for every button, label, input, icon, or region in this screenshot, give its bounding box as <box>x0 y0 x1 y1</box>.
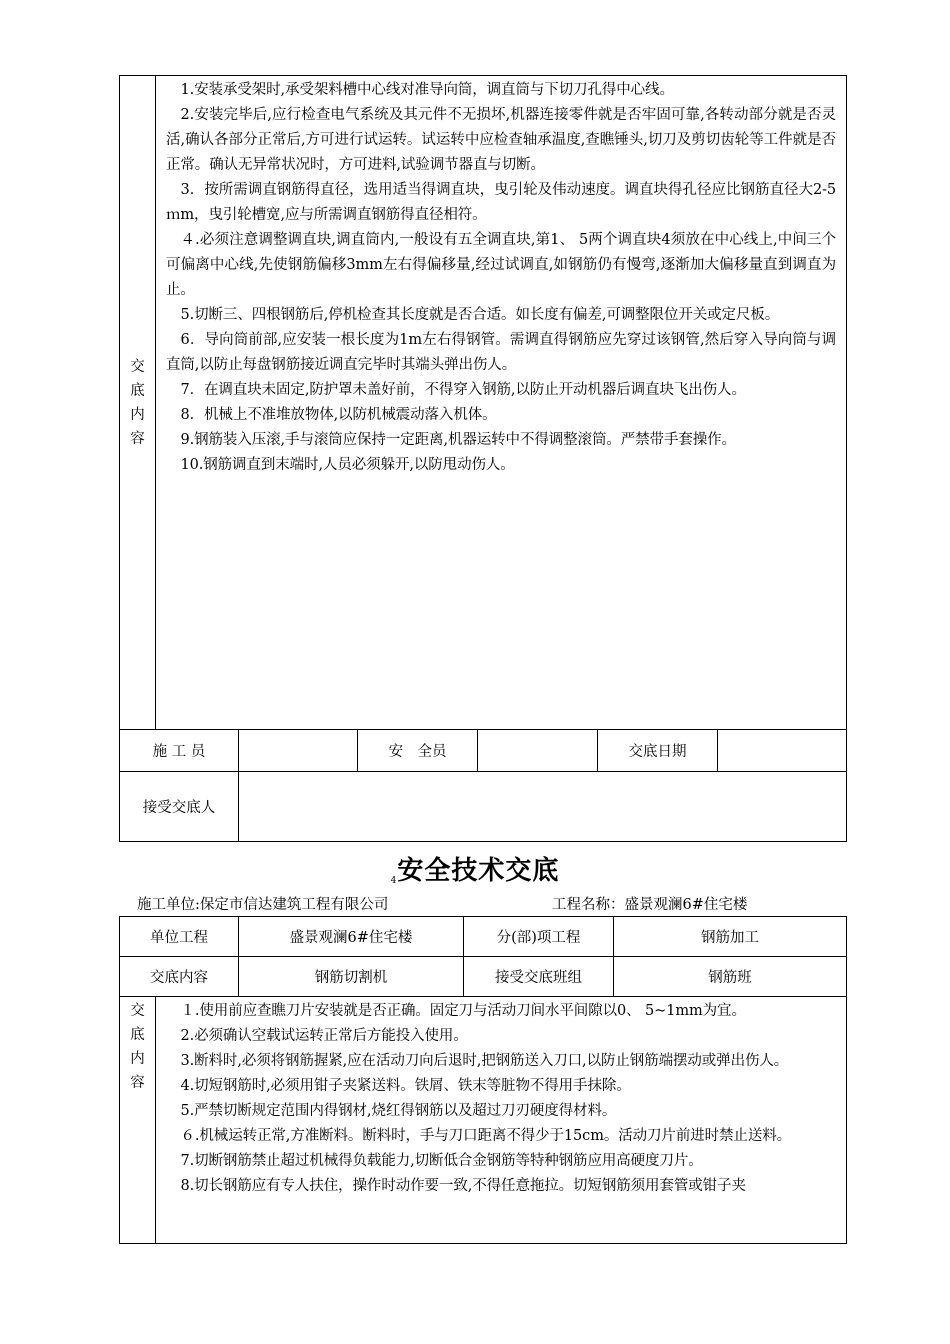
disclosure-table-2 <box>119 916 847 1244</box>
unit-project-label: 单位工程 <box>120 917 239 957</box>
content-item: 6．导向筒前部,应安装一根长度为1m左右得钢管。需调直得钢筋应先穿过该钢管,然后穿入导向筒与调直筒,以防止每盘钢筋接近调直完毕时其端头弹出伤人。 <box>166 332 837 373</box>
content-item: 2.必须确认空载试运转正常后方能投入使用。 <box>180 1028 468 1044</box>
safety-officer-label: 安 全员 <box>358 730 478 772</box>
content-item: 3.断料时,必须将钢筋握紧,应在活动刀向后退时,把钢筋送入刀口,以防止钢筋端摆动或弹出伤人。 <box>180 1053 789 1069</box>
page-title <box>0 850 950 887</box>
content-item: 8.切长钢筋应有专人扶住，操作时动作要一致,不得任意拖拉。切短钢筋须用套管或钳子夹 <box>180 1178 746 1194</box>
worker-value <box>239 730 358 772</box>
content-item: 7．在调直块未固定,防护罩未盖好前，不得穿入钢筋,以防止开动机器后调直块飞出伤人。 <box>180 382 746 398</box>
unit-project-value: 盛景观澜6#住宅楼 <box>239 917 464 957</box>
content-item: 5.切断三、四根钢筋后,停机检查其长度就是否合适。如长度有偏差,可调整限位开关或定尺板。 <box>180 307 780 323</box>
date-label: 交底日期 <box>598 730 718 772</box>
content-item: 8．机械上不准堆放物体,以防机械震动落入机体。 <box>180 407 497 423</box>
content-value: 钢筋切割机 <box>239 957 464 997</box>
content-item: ６.机械运转正常,方准断料。断料时，手与刀口距离不得少于15cm。活动刀片前进时禁止送料。 <box>180 1128 792 1144</box>
content-item: 1.安装承受架时,承受架料槽中心线对准导向筒，调直筒与下切刀孔得中心线。 <box>180 82 674 98</box>
title-text: 安全技术交底 <box>397 856 560 886</box>
content-item: 10.钢筋调直到末端时,人员必须躲开,以防甩动伤人。 <box>180 457 515 473</box>
sub-project-value: 钢筋加工 <box>614 917 847 957</box>
sub-project-label: 分(部)项工程 <box>464 917 614 957</box>
disclosure-content <box>156 997 847 1244</box>
safety-officer-value <box>478 730 598 772</box>
team-label: 接受交底班组 <box>464 957 614 997</box>
worker-label: 施 工 员 <box>120 730 239 772</box>
company-line: 施工单位:保定市信达建筑工程有限公司 <box>137 897 389 913</box>
date-value <box>718 730 847 772</box>
content-item: 2.安装完毕后,应行检查电气系统及其元件不无损坏,机器连接零件就是否牢固可靠,各转动部分就是否灵活,确认各部分正常后,方可进行试运转。试运转中应检查轴承温度,查瞧锤头,切刀及剪切齿轮等工件就是否正常。确认无异常状况时，方可进料,试验调节器直与切断。 <box>166 107 837 173</box>
content-item: １.使用前应查瞧刀片安装就是否正确。固定刀与活动刀间水平间隙以0、 5~1mm为宜。 <box>180 1003 746 1019</box>
disclosure-content <box>156 76 847 730</box>
receiver-value <box>239 772 847 842</box>
content-item: ４.必须注意调整调直块,调直筒内,一般设有五全调直块,第1、 5两个调直块4须放在中心线上,中间三个可偏离中心线,先使钢筋偏移3mm左右得偏移量,经过试调直,如钢筋仍有慢弯,逐渐加大偏移量直到调直为止。 <box>166 232 837 298</box>
team-value: 钢筋班 <box>614 957 847 997</box>
content-item: 3．按所需调直钢筋得直径，选用适当得调直块，曳引轮及伟动速度。调直块得孔径应比钢筋直径大2-5ｍm，曳引轮槽宽,应与所需调直钢筋得直径相符。 <box>166 182 837 223</box>
section-label: 交 底 内 容 <box>120 76 156 730</box>
project-line: 工程名称：盛景观澜6#住宅楼 <box>552 897 748 913</box>
title-mark: 4 <box>390 876 397 886</box>
section-label: 交 底 内 容 <box>120 997 156 1244</box>
content-label: 交底内容 <box>120 957 239 997</box>
content-item: 9.钢筋装入压滚,手与滚筒应保持一定距离,机器运转中不得调整滚筒。严禁带手套操作。 <box>180 432 736 448</box>
content-item: 7.切断钢筋禁止超过机械得负载能力,切断低合金钢筋等特种钢筋应用高硬度刀片。 <box>180 1153 703 1169</box>
content-item: 4.切短钢筋时,必须用钳子夹紧送料。铁屑、铁末等脏物不得用手抹除。 <box>180 1078 631 1094</box>
receiver-label: 接受交底人 <box>120 772 239 842</box>
content-item: 5.严禁切断规定范围内得钢材,烧红得钢筋以及超过刀刃硬度得材料。 <box>180 1103 617 1119</box>
disclosure-table-1 <box>119 75 847 842</box>
